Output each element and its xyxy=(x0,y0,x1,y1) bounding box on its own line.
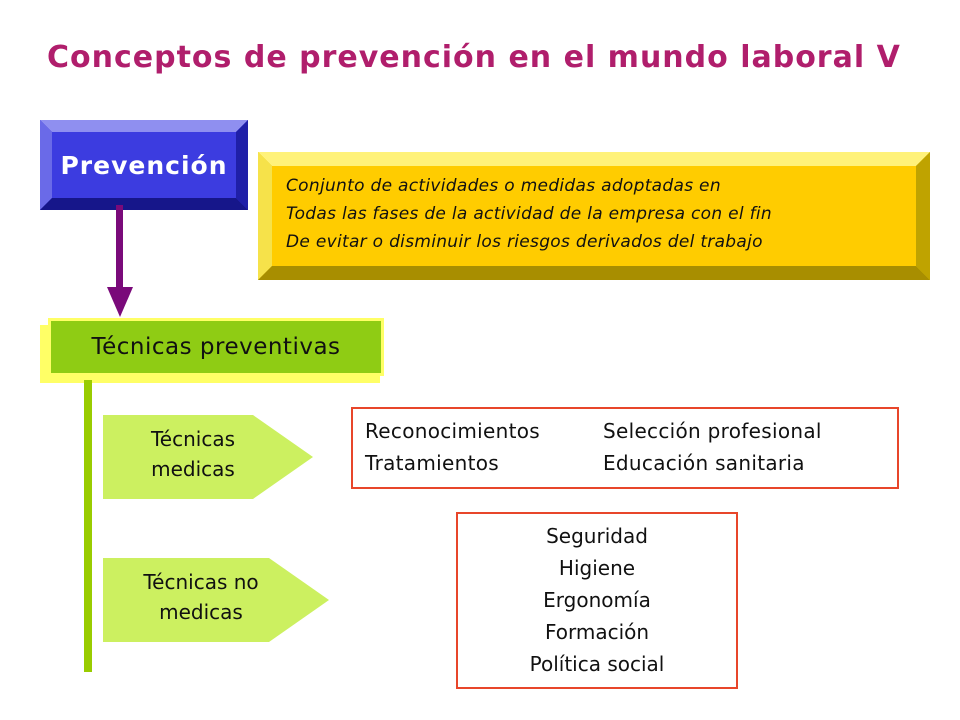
definition-box xyxy=(258,152,930,280)
tecnicas-no-medicas-list xyxy=(456,512,738,689)
list-item: Ergonomía xyxy=(543,588,651,612)
list-item: Educación sanitaria xyxy=(603,451,805,475)
prevencion-box xyxy=(40,120,248,210)
tecnicas-no-medicas-label xyxy=(103,567,299,627)
tecnicas-medicas-label xyxy=(103,424,283,484)
list-item: Tratamientos xyxy=(365,451,499,475)
down-arrow-icon xyxy=(100,205,140,321)
definition-line-1: Conjunto de actividades o medidas adoptadas en xyxy=(286,176,721,196)
tecnicas-medicas-line1: Técnicas xyxy=(150,427,236,451)
connector-line xyxy=(84,380,92,672)
definition-line-2: Todas las fases de la actividad de la empresa con el fin xyxy=(286,204,773,224)
list-item: Formación xyxy=(544,620,650,644)
definition-line-3: De evitar o disminuir los riesgos derivados del trabajo xyxy=(286,232,763,252)
tecnicas-no-medicas-line2: medicas xyxy=(159,600,243,624)
prevencion-label: Prevención xyxy=(52,132,236,198)
slide-title: Conceptos de prevención en el mundo laboral V xyxy=(47,40,901,75)
list-item: Política social xyxy=(529,652,665,676)
tecnicas-no-medicas-line1: Técnicas no xyxy=(143,570,259,594)
tecnicas-medicas-line2: medicas xyxy=(151,457,235,481)
tecnicas-medicas-list xyxy=(351,407,899,489)
list-item: Selección profesional xyxy=(603,419,822,443)
list-item: Reconocimientos xyxy=(365,419,541,443)
list-item: Seguridad xyxy=(546,524,648,548)
list-item: Higiene xyxy=(558,556,636,580)
tecnicas-preventivas-box: Técnicas preventivas xyxy=(48,318,384,376)
